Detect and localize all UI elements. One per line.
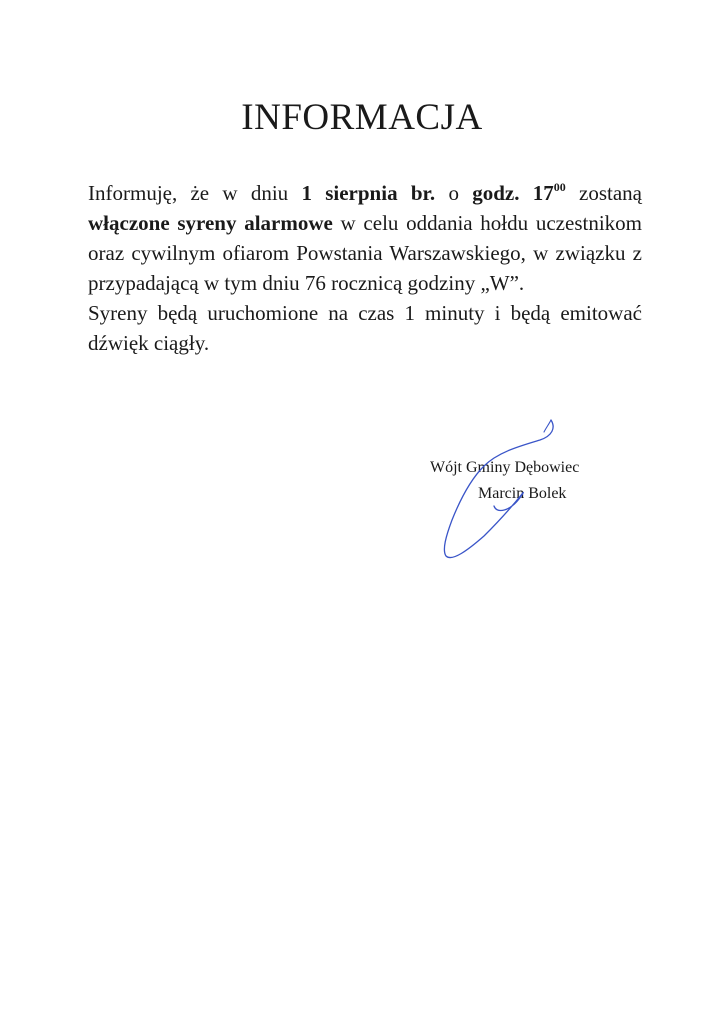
- time-highlight: [472, 181, 566, 205]
- text-will-be: zostaną: [565, 181, 642, 205]
- signature-name: Marcin Bolek: [478, 485, 567, 502]
- text-connector: o: [435, 181, 473, 205]
- signature-block: [430, 455, 650, 507]
- date-highlight: 1 sierpnia br.: [301, 181, 436, 205]
- paragraph-duration: Syreny będą uruchomione na czas 1 minuty i będą emitować dźwięk ciągły.: [88, 301, 642, 355]
- signature-role: Wójt Gminy Dębowiec: [430, 459, 580, 476]
- document-body: [88, 178, 642, 358]
- sirens-highlight: włączone syreny alarmowe: [88, 211, 333, 235]
- text-purpose: w celu oddania hołdu uczestnikom oraz cywilnym ofiarom Powstania Warszawskiego, w związku z przypadającą w tym dniu 76 rocznicą godziny „W”.: [88, 211, 643, 295]
- document-title: INFORMACJA: [241, 97, 483, 138]
- text-intro: Informuję, że w dniu: [88, 181, 302, 205]
- time-minutes: 00: [553, 180, 566, 194]
- paragraph-announcement: [88, 178, 642, 298]
- time-hour: godz. 17: [472, 181, 554, 205]
